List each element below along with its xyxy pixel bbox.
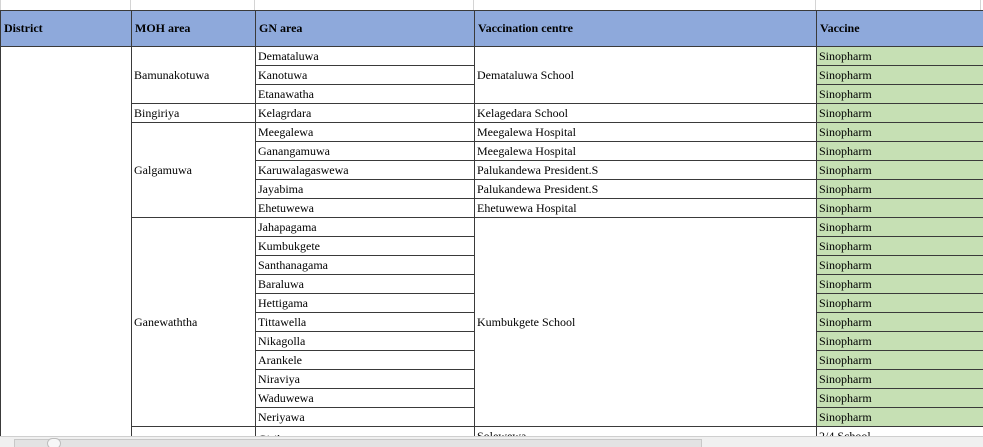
centre-cell[interactable]: Demataluwa School bbox=[475, 47, 817, 104]
vaccine-cell[interactable]: Sinopharm bbox=[817, 47, 983, 66]
table-row bbox=[1, 218, 983, 237]
gn-cell[interactable]: Kelagrdara bbox=[256, 104, 475, 123]
header-moh-area[interactable]: MOH area bbox=[132, 11, 256, 47]
vaccine-cell[interactable]: Sinopharm bbox=[817, 180, 983, 199]
gn-cell[interactable]: Karuwalagaswewa bbox=[256, 161, 475, 180]
gn-cell[interactable]: Ganangamuwa bbox=[256, 142, 475, 161]
gn-cell[interactable]: Tittawella bbox=[256, 313, 475, 332]
centre-cell[interactable]: Palukandewa President.S bbox=[475, 161, 817, 180]
gn-cell[interactable]: Neriyawa bbox=[256, 408, 475, 427]
gn-cell[interactable]: Baraluwa bbox=[256, 275, 475, 294]
vaccine-cell[interactable]: Sinopharm bbox=[817, 389, 983, 408]
moh-cell[interactable]: Bingiriya bbox=[132, 104, 256, 123]
centre-cell[interactable]: Meegalewa Hospital bbox=[475, 142, 817, 161]
district-cell[interactable] bbox=[1, 47, 132, 446]
vaccine-cell[interactable]: Sinopharm bbox=[817, 104, 983, 123]
moh-cell[interactable]: Bamunakotuwa bbox=[132, 47, 256, 104]
header-vaccine[interactable]: Vaccine bbox=[817, 11, 983, 47]
table-row bbox=[1, 104, 983, 123]
vaccine-cell[interactable]: Sinopharm bbox=[817, 66, 983, 85]
vaccine-cell[interactable]: Sinopharm bbox=[817, 161, 983, 180]
centre-cell[interactable]: Kelagedara School bbox=[475, 104, 817, 123]
header-vaccination-centre[interactable]: Vaccination centre bbox=[475, 11, 817, 47]
gn-cell[interactable]: Arankele bbox=[256, 351, 475, 370]
gn-cell[interactable]: Niraviya bbox=[256, 370, 475, 389]
gn-cell[interactable]: Jayabima bbox=[256, 180, 475, 199]
gn-cell[interactable]: Meegalewa bbox=[256, 123, 475, 142]
gn-cell[interactable]: Ehetuwewa bbox=[256, 199, 475, 218]
gn-cell[interactable]: Santhanagama bbox=[256, 256, 475, 275]
centre-cell[interactable]: Palukandewa President.S bbox=[475, 180, 817, 199]
table-row bbox=[1, 47, 983, 66]
gn-cell[interactable]: Etanawatha bbox=[256, 85, 475, 104]
vaccine-cell[interactable]: Sinopharm bbox=[817, 256, 983, 275]
vaccine-cell[interactable]: Sinopharm bbox=[817, 275, 983, 294]
gn-cell[interactable]: Nikagolla bbox=[256, 332, 475, 351]
centre-cell[interactable]: Kumbukgete School bbox=[475, 218, 817, 427]
vaccination-table bbox=[0, 10, 983, 446]
scrollbar-thumb[interactable] bbox=[47, 438, 61, 447]
moh-cell[interactable]: Ganewaththa bbox=[132, 218, 256, 427]
vaccine-cell[interactable]: Sinopharm bbox=[817, 332, 983, 351]
header-row bbox=[1, 11, 983, 47]
vaccine-cell[interactable]: Sinopharm bbox=[817, 218, 983, 237]
vaccine-cell[interactable]: Sinopharm bbox=[817, 294, 983, 313]
vaccine-cell[interactable]: Sinopharm bbox=[817, 123, 983, 142]
vaccine-cell[interactable]: Sinopharm bbox=[817, 313, 983, 332]
gn-cell[interactable]: Jahapagama bbox=[256, 218, 475, 237]
vaccine-cell[interactable]: Sinopharm bbox=[817, 408, 983, 427]
centre-cell[interactable]: Meegalewa Hospital bbox=[475, 123, 817, 142]
vaccine-cell[interactable]: Sinopharm bbox=[817, 142, 983, 161]
centre-cell[interactable]: Ehetuwewa Hospital bbox=[475, 199, 817, 218]
table-row bbox=[1, 123, 983, 142]
gn-cell[interactable]: Hettigama bbox=[256, 294, 475, 313]
vaccine-cell[interactable]: Sinopharm bbox=[817, 370, 983, 389]
vaccine-cell[interactable]: Sinopharm bbox=[817, 351, 983, 370]
gn-cell[interactable]: Kumbukgete bbox=[256, 237, 475, 256]
header-district[interactable]: District bbox=[1, 11, 132, 47]
horizontal-scrollbar[interactable] bbox=[0, 436, 983, 447]
scrollbar-track[interactable] bbox=[14, 439, 702, 447]
gn-cell[interactable]: Waduwewa bbox=[256, 389, 475, 408]
vaccine-cell[interactable]: Sinopharm bbox=[817, 237, 983, 256]
vaccine-cell[interactable]: Sinopharm bbox=[817, 199, 983, 218]
gn-cell[interactable]: Kanotuwa bbox=[256, 66, 475, 85]
header-gn-area[interactable]: GN area bbox=[256, 11, 475, 47]
vaccine-cell[interactable]: Sinopharm bbox=[817, 85, 983, 104]
gn-cell[interactable]: Demataluwa bbox=[256, 47, 475, 66]
moh-cell[interactable]: Galgamuwa bbox=[132, 123, 256, 218]
